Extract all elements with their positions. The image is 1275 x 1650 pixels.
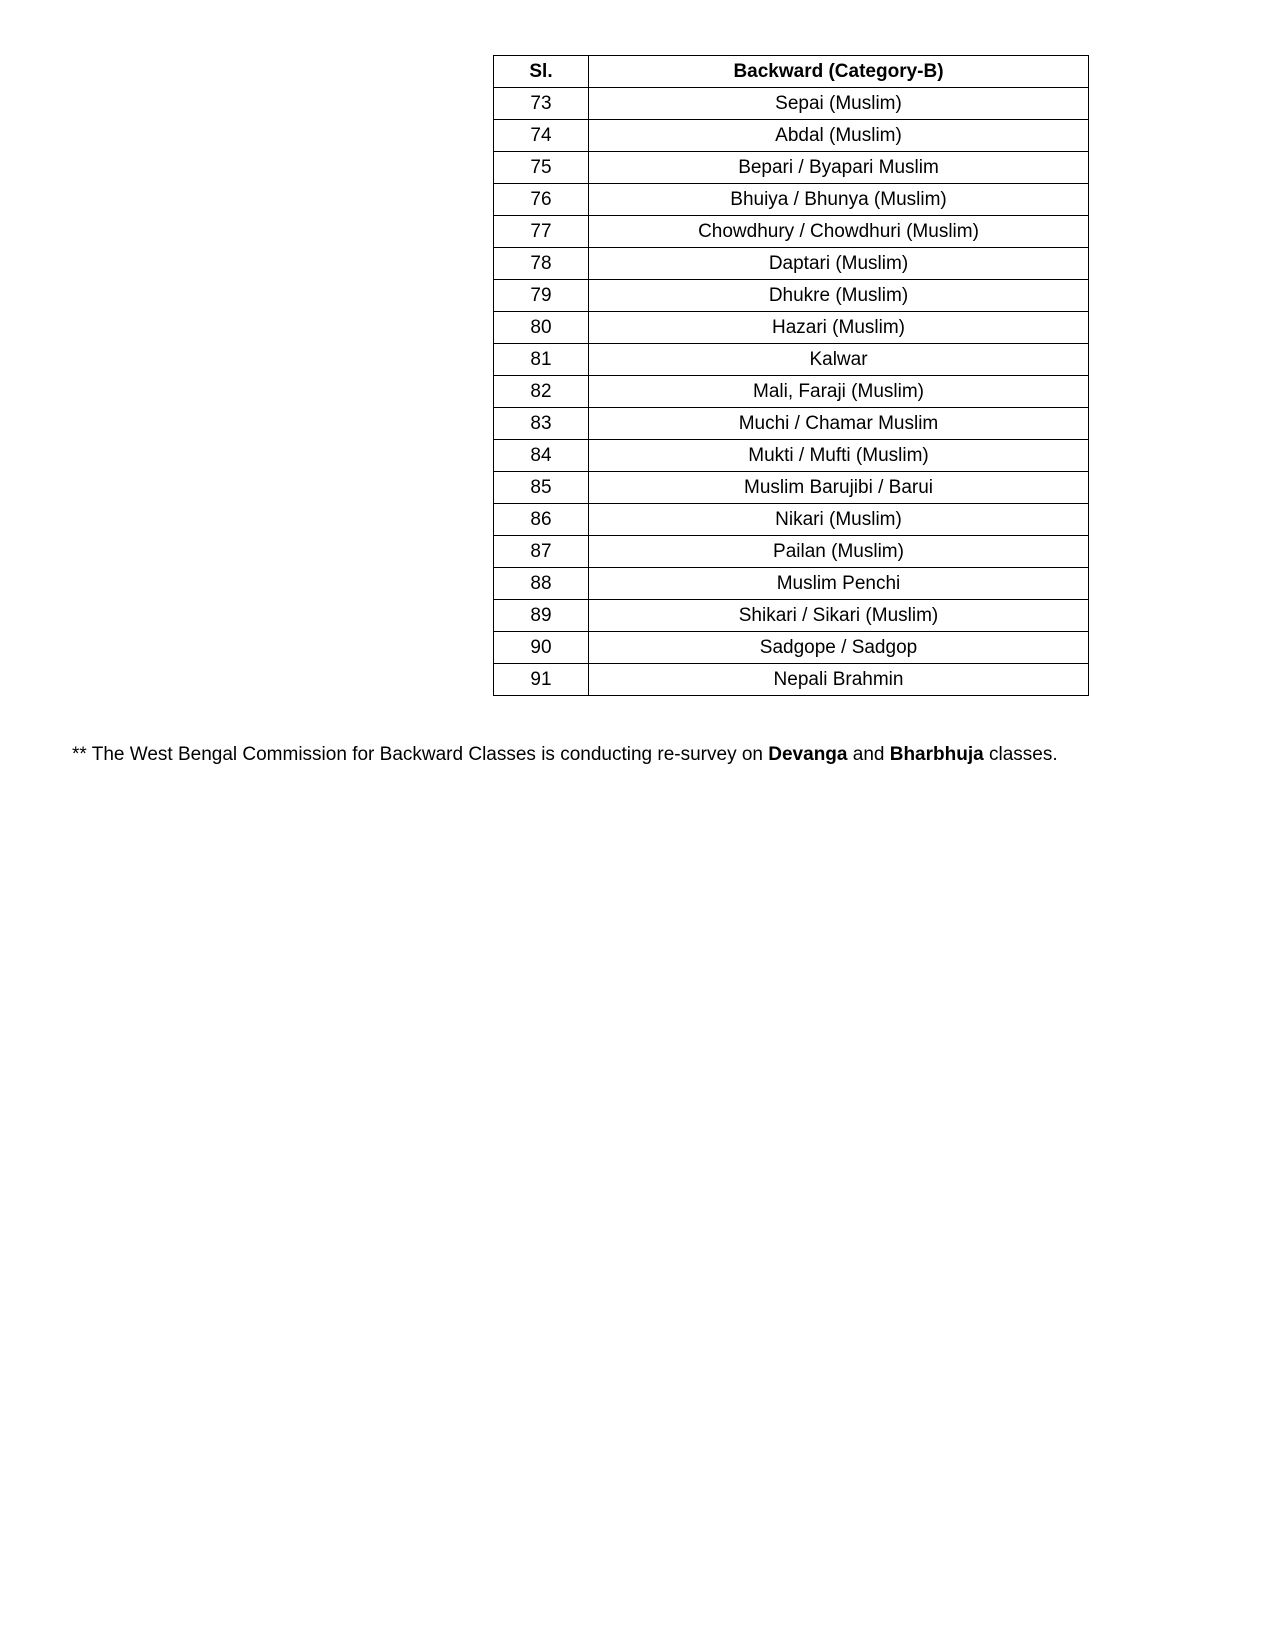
table-row: [494, 504, 1089, 536]
table-row: [494, 152, 1089, 184]
table-row: [494, 248, 1089, 280]
table-row: [494, 600, 1089, 632]
cell-sl: 75: [494, 152, 589, 184]
table-row: [494, 632, 1089, 664]
cell-sl: 91: [494, 664, 589, 696]
cell-category-name: Mali, Faraji (Muslim): [589, 376, 1089, 408]
cell-sl: 84: [494, 440, 589, 472]
cell-category-name: Mukti / Mufti (Muslim): [589, 440, 1089, 472]
cell-category-name: Pailan (Muslim): [589, 536, 1089, 568]
table-header-row: [494, 56, 1089, 88]
footnote: [72, 742, 1192, 769]
cell-sl: 76: [494, 184, 589, 216]
cell-sl: 74: [494, 120, 589, 152]
table-row: [494, 312, 1089, 344]
cell-category-name: Kalwar: [589, 344, 1089, 376]
table-row: [494, 568, 1089, 600]
cell-category-name: Shikari / Sikari (Muslim): [589, 600, 1089, 632]
cell-category-name: Muchi / Chamar Muslim: [589, 408, 1089, 440]
cell-category-name: Abdal (Muslim): [589, 120, 1089, 152]
cell-category-name: Chowdhury / Chowdhuri (Muslim): [589, 216, 1089, 248]
footnote-text-part3: classes.: [983, 744, 1058, 765]
cell-sl: 77: [494, 216, 589, 248]
cell-sl: 73: [494, 88, 589, 120]
cell-sl: 87: [494, 536, 589, 568]
cell-sl: 90: [494, 632, 589, 664]
footnote-text-part2: and: [847, 744, 890, 765]
table-row: [494, 88, 1089, 120]
cell-category-name: Bhuiya / Bhunya (Muslim): [589, 184, 1089, 216]
table-body: [494, 88, 1089, 696]
footnote-bold-bharbhuja: Bharbhuja: [889, 744, 984, 765]
cell-sl: 79: [494, 280, 589, 312]
footnote-text-part1: ** The West Bengal Commission for Backward Classes is conducting re-survey on: [72, 744, 769, 765]
table-row: [494, 376, 1089, 408]
table-row: [494, 440, 1089, 472]
cell-sl: 86: [494, 504, 589, 536]
table-row: [494, 408, 1089, 440]
cell-category-name: Sepai (Muslim): [589, 88, 1089, 120]
table-row: [494, 216, 1089, 248]
table-row: [494, 280, 1089, 312]
cell-category-name: Dhukre (Muslim): [589, 280, 1089, 312]
column-header-category: Backward (Category-B): [589, 56, 1089, 88]
table-row: [494, 120, 1089, 152]
cell-category-name: Nepali Brahmin: [589, 664, 1089, 696]
backward-category-b-table: [493, 55, 1089, 696]
cell-sl: 80: [494, 312, 589, 344]
cell-sl: 83: [494, 408, 589, 440]
table-row: [494, 344, 1089, 376]
cell-sl: 81: [494, 344, 589, 376]
table-row: [494, 184, 1089, 216]
cell-sl: 88: [494, 568, 589, 600]
table-row: [494, 664, 1089, 696]
cell-category-name: Sadgope / Sadgop: [589, 632, 1089, 664]
cell-sl: 85: [494, 472, 589, 504]
cell-category-name: Muslim Barujibi / Barui: [589, 472, 1089, 504]
table-row: [494, 536, 1089, 568]
column-header-sl: Sl.: [494, 56, 589, 88]
cell-category-name: Nikari (Muslim): [589, 504, 1089, 536]
cell-category-name: Bepari / Byapari Muslim: [589, 152, 1089, 184]
cell-sl: 78: [494, 248, 589, 280]
table-header: [494, 56, 1089, 88]
cell-sl: 82: [494, 376, 589, 408]
cell-sl: 89: [494, 600, 589, 632]
cell-category-name: Hazari (Muslim): [589, 312, 1089, 344]
footnote-bold-devanga: Devanga: [768, 744, 848, 765]
table-row: [494, 472, 1089, 504]
cell-category-name: Daptari (Muslim): [589, 248, 1089, 280]
cell-category-name: Muslim Penchi: [589, 568, 1089, 600]
